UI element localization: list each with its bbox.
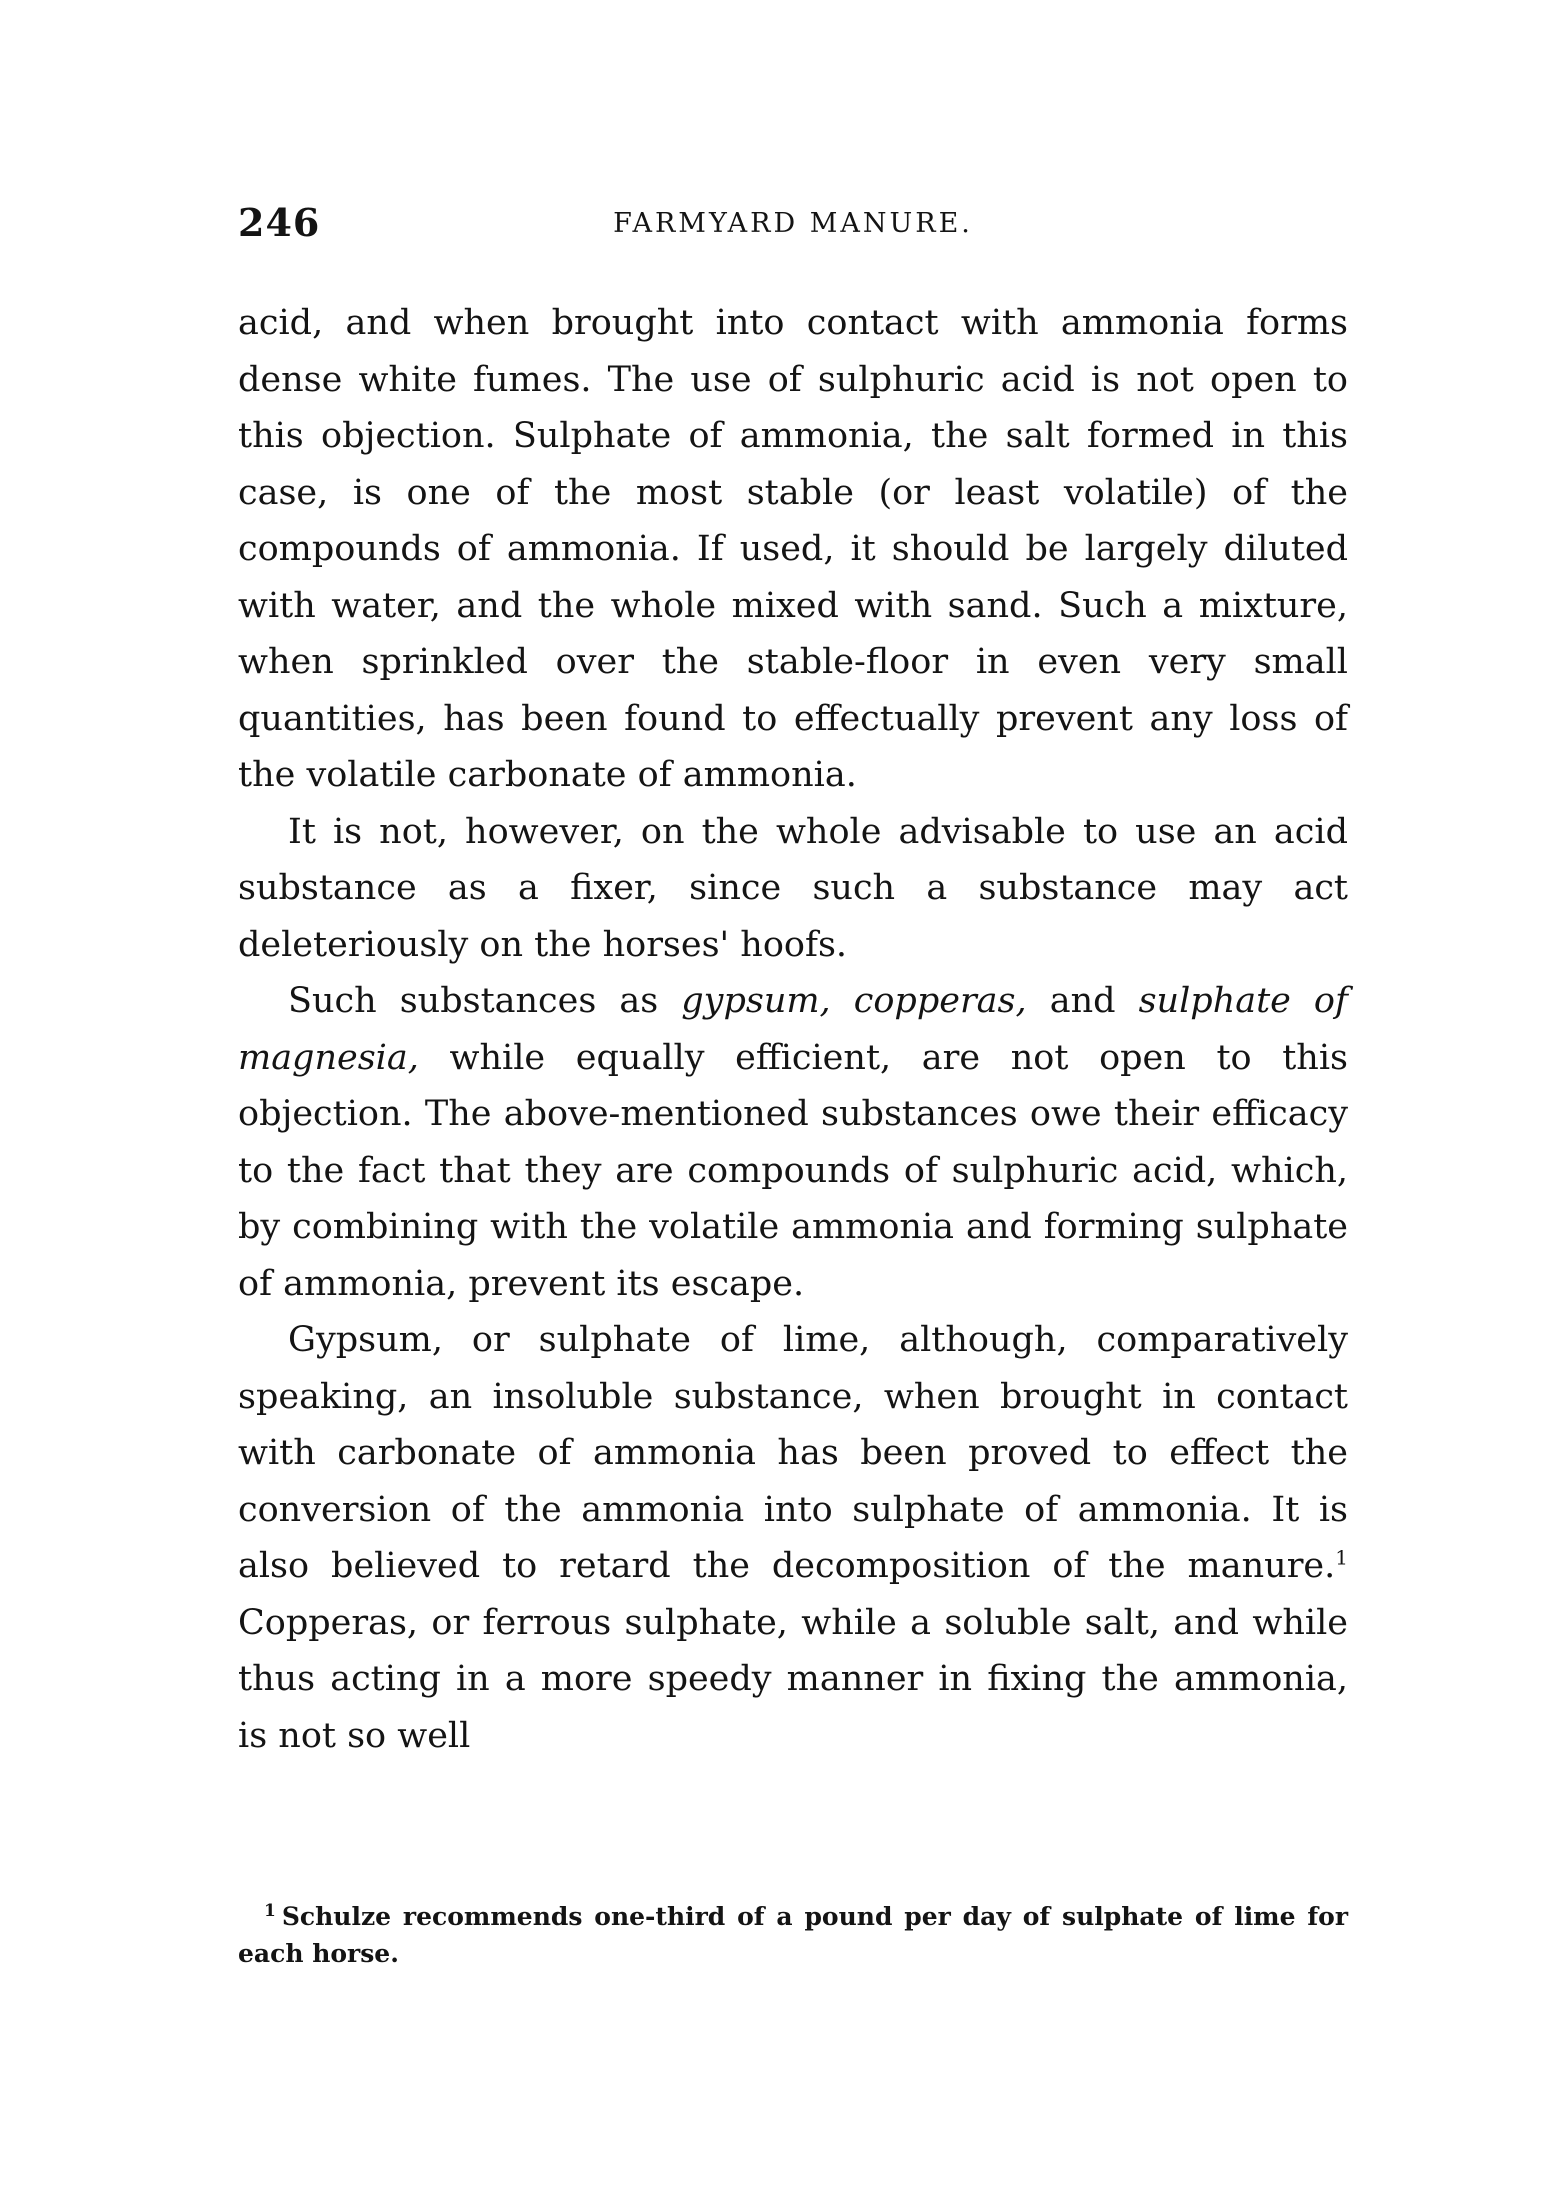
term-gypsum: gypsum,	[681, 981, 831, 1021]
body-text	[238, 295, 1348, 1764]
paragraph-4-after-note: Copperas, or ferrous sulphate, while a soluble salt, and while thus acting in a more speedy manner in fixing the ammonia, is not so well	[238, 1602, 1348, 1756]
footnote-mark: 1	[264, 1900, 276, 1921]
term-copperas: copperas,	[853, 981, 1027, 1021]
paragraph-4	[238, 1312, 1348, 1764]
footnote-text: Schulze recommends one-third of a pound per day of sulphate of lime for each horse.	[238, 1902, 1348, 1968]
paragraph-3-lead: Such substances as	[288, 981, 659, 1021]
term-sulphate-of-magnesia: sulphate of magnesia,	[238, 981, 1348, 1078]
paragraph-1: acid, and when brought into contact with ammonia forms dense white fumes. The use of sulphuric acid is not open to this objection. Sulphate of ammonia, the salt formed in this case, is one of the most stable (or least volatile) of the compounds of ammonia. If used, it should be largely diluted with water, and the whole mixed with sand. Such a mixture, when sprinkled over the stable-floor in even very small quantities, has been found to effectually prevent any loss of the volatile carbonate of ammonia.	[238, 303, 1348, 795]
running-title: FARMYARD MANURE.	[613, 208, 973, 239]
paragraph-3-join: and	[1049, 981, 1116, 1021]
page-number: 246	[238, 200, 321, 245]
page-header	[238, 200, 1348, 260]
footnote-reference: 1	[1335, 1545, 1348, 1570]
paragraph-4-before-note: Gypsum, or sulphate of lime, although, comparatively speaking, an insoluble substance, when brought in contact with carbonate of ammonia has been proved to effect the conversion of the ammonia into sulphate of ammonia. It is also believed to retard the decomposition of the manure.	[238, 1320, 1348, 1586]
paragraph-2: It is not, however, on the whole advisable to use an acid substance as a fixer, since such a substance may act deleteriously on the horses' hoofs.	[238, 811, 1348, 965]
footnote	[238, 1898, 1348, 1972]
paragraph-3-rest: while equally efficient, are not open to this objection. The above-mentioned substances owe their efficacy to the fact that they are compounds of sulphuric acid, which, by combining with the volatile ammonia and forming sulphate of ammonia, prevent its escape.	[238, 1037, 1348, 1304]
paragraph-3	[238, 973, 1348, 1312]
